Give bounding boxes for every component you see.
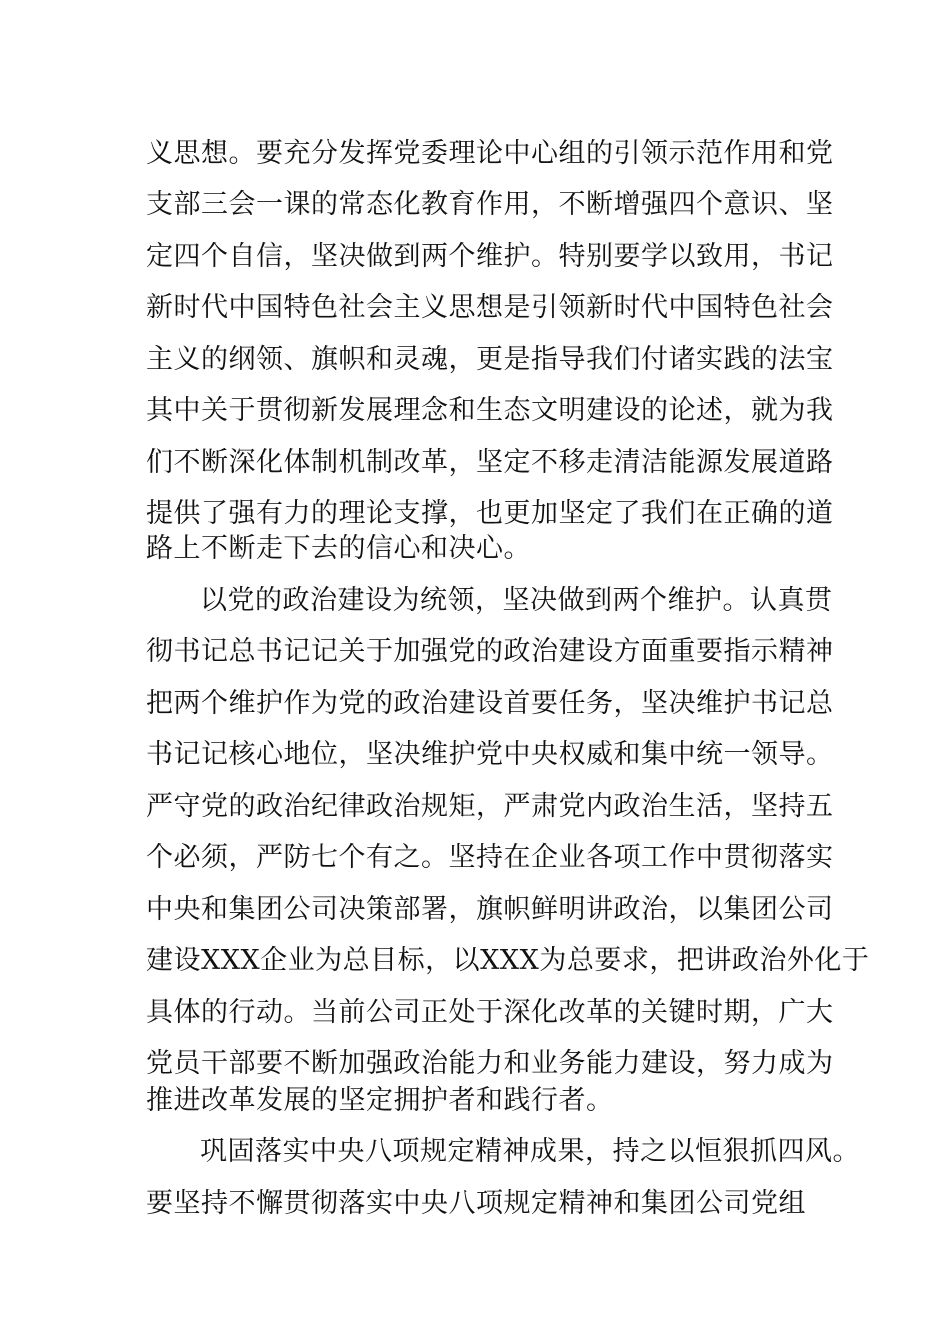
text-line: 中央和集团公司决策部署，旗帜鲜明讲政治，以集团公司 <box>146 894 834 925</box>
paragraph-first-line: 巩固落实中央八项规定精神成果，持之以恒狠抓四风。 <box>200 1136 860 1167</box>
text-line: 个必须，严防七个有之。坚持在企业各项工作中贯彻落实 <box>146 842 834 873</box>
text-line: 党员干部要不断加强政治能力和业务能力建设，努力成为 <box>146 1048 834 1079</box>
text-line: 彻书记总书记记关于加强党的政治建设方面重要指示精神 <box>146 636 834 667</box>
text-line: 新时代中国特色社会主义思想是引领新时代中国特色社会 <box>146 292 834 323</box>
text-line: 们不断深化体制机制改革，坚定不移走清洁能源发展道路 <box>146 447 834 478</box>
text-line: 书记记核心地位，坚决维护党中央权威和集中统一领导。 <box>146 739 834 770</box>
text-line: 提供了强有力的理论支撑，也更加坚定了我们在正确的道 <box>146 498 834 529</box>
text-line: 其中关于贯彻新发展理念和生态文明建设的论述，就为我 <box>146 395 834 426</box>
text-line: 具体的行动。当前公司正处于深化改革的关键时期，广大 <box>146 997 834 1028</box>
text-line: 严守党的政治纪律政治规矩，严肃党内政治生活，坚持五 <box>146 791 834 822</box>
text-line: 推进改革发展的坚定拥护者和践行者。 <box>146 1085 614 1116</box>
text-line: 路上不断走下去的信心和决心。 <box>146 533 531 564</box>
text-line: 把两个维护作为党的政治建设首要任务，坚决维护书记总 <box>146 688 834 719</box>
paragraph-first-line: 以党的政治建设为统领，坚决做到两个维护。认真贯 <box>200 585 833 616</box>
text-line: 要坚持不懈贯彻落实中央八项规定精神和集团公司党组 <box>146 1188 806 1219</box>
text-line: 定四个自信，坚决做到两个维护。特别要学以致用，书记 <box>146 241 834 272</box>
text-line: 建设XXX企业为总目标，以XXX为总要求，把讲政治外化于 <box>146 945 870 976</box>
text-line: 义思想。要充分发挥党委理论中心组的引领示范作用和党 <box>146 138 834 169</box>
text-line: 主义的纲领、旗帜和灵魂，更是指导我们付诸实践的法宝 <box>146 344 834 375</box>
text-line: 支部三会一课的常态化教育作用，不断增强四个意识、坚 <box>146 189 834 220</box>
